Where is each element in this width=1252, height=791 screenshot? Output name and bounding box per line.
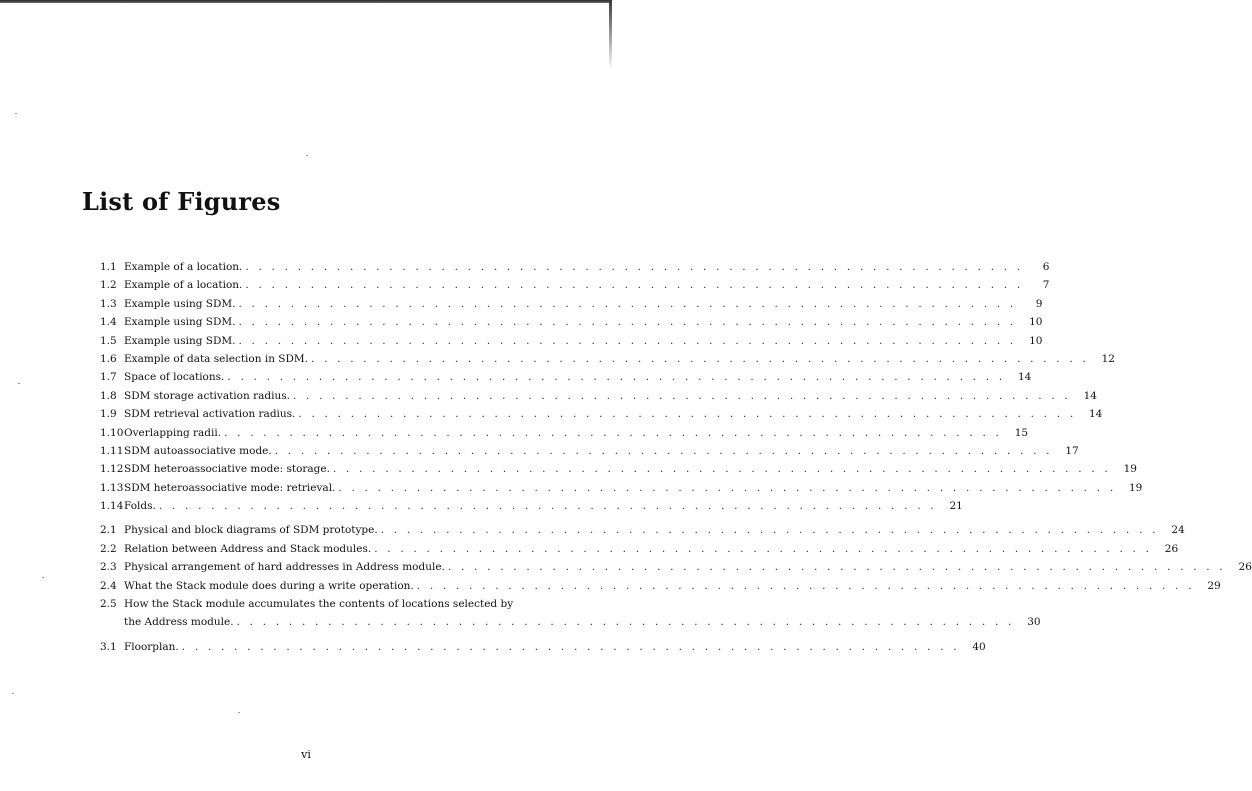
figure-number: 1.7 — [100, 371, 117, 384]
leader-dots: . . . . . . . . . . . . . . . . . . . . . . . . . . . . . . . . . . . . . . . . . . . . . . . . . . . . . . . . . . . . — [245, 279, 1024, 292]
figure-page: 12 — [1101, 352, 1115, 365]
figure-number: 2.4 — [100, 579, 117, 592]
figure-page: 10 — [1029, 334, 1043, 347]
figure-caption: Overlapping radii. — [124, 426, 222, 439]
figure-caption: SDM retrieval activation radius. — [124, 408, 296, 421]
figure-page: 21 — [949, 500, 963, 513]
figure-caption: How the Stack module accumulates the contents of locations selected by — [124, 598, 514, 611]
figure-page: 7 — [1042, 279, 1050, 292]
figure-caption: Space of locations. — [124, 371, 225, 384]
figure-caption: Physical and block diagrams of SDM prototype. — [124, 524, 378, 537]
figure-caption: Example using SDM. — [124, 297, 236, 310]
leader-dots: . . . . . . . . . . . . . . . . . . . . . . . . . . . . . . . . . . . . . . . . . . . . . . . . . . . . . . . . . . . . — [332, 463, 1111, 476]
figure-number: 3.1 — [100, 640, 117, 653]
figure-caption: What the Stack module does during a write operation. — [124, 579, 414, 592]
figure-entry — [100, 368, 1032, 386]
leader-dots: . . . . . . . . . . . . . . . . . . . . . . . . . . . . . . . . . . . . . . . . . . . . . . . . . . . . . . . . . . . . — [274, 444, 1053, 457]
leader-dots: . . . . . . . . . . . . . . . . . . . . . . . . . . . . . . . . . . . . . . . . . . . . . . . . . . . . . . . . . . . . — [416, 579, 1195, 592]
figure-caption: Floorplan. — [124, 640, 179, 653]
scan-speck — [306, 155, 308, 156]
leader-dots: . . . . . . . . . . . . . . . . . . . . . . . . . . . . . . . . . . . . . . . . . . . . . . . . . . . . . . . . . . . . — [227, 371, 1006, 384]
figure-page: 17 — [1065, 444, 1079, 457]
figure-caption: Relation between Address and Stack modules. — [124, 542, 372, 555]
figure-entry — [100, 332, 1043, 350]
figure-entry — [100, 497, 963, 515]
figure-entry — [100, 558, 1252, 576]
figure-caption: the Address module. — [124, 616, 234, 629]
figure-caption: SDM heteroassociative mode: retrieval. — [124, 481, 336, 494]
figure-number: 2.5 — [100, 598, 117, 611]
leader-dots: . . . . . . . . . . . . . . . . . . . . . . . . . . . . . . . . . . . . . . . . . . . . . . . . . . . . . . . . . . . . — [224, 426, 1003, 439]
figure-caption: Physical arrangement of hard addresses in Address module. — [124, 561, 445, 574]
figure-number: 1.13 — [100, 481, 124, 494]
figure-entry — [100, 595, 1041, 632]
figure-page: 30 — [1027, 616, 1041, 629]
leader-dots: . . . . . . . . . . . . . . . . . . . . . . . . . . . . . . . . . . . . . . . . . . . . . . . . . . . . . . . . . . . . — [338, 481, 1117, 494]
figure-entry — [100, 387, 1097, 405]
figure-page: 15 — [1014, 426, 1029, 439]
figure-caption: Example of a location. — [124, 279, 243, 292]
figure-number: 1.14 — [100, 500, 124, 513]
leader-dots: . . . . . . . . . . . . . . . . . . . . . . . . . . . . . . . . . . . . . . . . . . . . . . . . . . . . . . . . . . . . — [380, 524, 1159, 537]
page-title: List of Figures — [82, 187, 281, 216]
figure-entry — [100, 460, 1137, 478]
figure-number: 1.5 — [100, 334, 117, 347]
figure-page: 40 — [972, 640, 986, 653]
figure-entry — [100, 540, 1179, 558]
figure-number: 1.6 — [100, 352, 117, 365]
figure-number: 1.9 — [100, 408, 117, 421]
figure-page: 19 — [1129, 481, 1143, 494]
leader-dots: . . . . . . . . . . . . . . . . . . . . . . . . . . . . . . . . . . . . . . . . . . . . . . . . . . . . . . . . . . . . — [447, 561, 1226, 574]
figure-caption: SDM heteroassociative mode: storage. — [124, 463, 330, 476]
figure-entry — [100, 442, 1079, 460]
figure-caption: Example of data selection in SDM. — [124, 352, 308, 365]
figure-caption: Example of a location. — [124, 261, 243, 273]
figure-page: 6 — [1042, 261, 1050, 273]
leader-dots: . . . . . . . . . . . . . . . . . . . . . . . . . . . . . . . . . . . . . . . . . . . . . . . . . . . . . . . . . . . . — [298, 408, 1077, 421]
figure-entry — [100, 258, 1050, 276]
figure-entry — [100, 424, 1029, 442]
figure-number: 1.11 — [100, 444, 124, 457]
figure-number: 1.8 — [100, 389, 117, 402]
figure-entry — [100, 577, 1221, 595]
scan-edge-top — [0, 0, 612, 3]
scan-edge-right — [609, 0, 612, 70]
figure-caption: SDM autoassociative mode. — [124, 444, 272, 457]
leader-dots: . . . . . . . . . . . . . . . . . . . . . . . . . . . . . . . . . . . . . . . . . . . . . . . . . . . . . . . . . . . . — [311, 352, 1089, 365]
scan-speck — [238, 712, 240, 713]
leader-dots: . . . . . . . . . . . . . . . . . . . . . . . . . . . . . . . . . . . . . . . . . . . . . . . . . . . . . . . . . . . . — [238, 334, 1017, 347]
figure-page: 14 — [1089, 408, 1103, 421]
figure-list — [100, 258, 1252, 656]
figure-page: 29 — [1207, 579, 1221, 592]
figure-page: 9 — [1035, 297, 1043, 310]
page-number: vi — [301, 748, 311, 761]
figure-page: 19 — [1123, 463, 1137, 476]
leader-dots: . . . . . . . . . . . . . . . . . . . . . . . . . . . . . . . . . . . . . . . . . . . . . . . . . . . . . . . . . . . . — [374, 542, 1153, 555]
figure-number: 1.1 — [100, 261, 117, 273]
figure-caption: SDM storage activation radius. — [124, 389, 290, 402]
figure-page: 24 — [1171, 524, 1185, 537]
leader-dots: . . . . . . . . . . . . . . . . . . . . . . . . . . . . . . . . . . . . . . . . . . . . . . . . . . . . . . . . . . . . — [236, 616, 1015, 629]
figure-number: 2.3 — [100, 561, 117, 574]
leader-dots: . . . . . . . . . . . . . . . . . . . . . . . . . . . . . . . . . . . . . . . . . . . . . . . . . . . . . . . . . . . . — [158, 500, 937, 513]
figure-entry — [100, 638, 986, 656]
figure-number: 2.2 — [100, 542, 117, 555]
figure-entry — [100, 313, 1043, 331]
figure-caption: Example using SDM. — [124, 316, 236, 329]
scan-speck — [42, 577, 44, 578]
figure-entry — [100, 521, 1185, 539]
figure-number: 1.3 — [100, 297, 117, 310]
figure-page: 14 — [1083, 389, 1097, 402]
leader-dots: . . . . . . . . . . . . . . . . . . . . . . . . . . . . . . . . . . . . . . . . . . . . . . . . . . . . . . . . . . . . — [238, 316, 1017, 329]
figure-caption: Example using SDM. — [124, 334, 236, 347]
figure-page: 26 — [1164, 542, 1179, 555]
figure-page: 26 — [1238, 561, 1252, 574]
figure-entry — [100, 350, 1115, 368]
figure-page: 10 — [1029, 316, 1043, 329]
figure-number: 1.12 — [100, 463, 124, 476]
figure-number: 2.1 — [100, 524, 117, 537]
figure-entry — [100, 295, 1043, 313]
leader-dots: . . . . . . . . . . . . . . . . . . . . . . . . . . . . . . . . . . . . . . . . . . . . . . . . . . . . . . . . . . . . — [181, 640, 960, 653]
scan-speck — [15, 113, 17, 114]
figure-number: 1.2 — [100, 279, 117, 292]
scan-speck — [12, 693, 14, 694]
scan-speck — [18, 383, 20, 384]
figure-number: 1.4 — [100, 316, 117, 329]
figure-entry — [100, 479, 1143, 497]
figure-entry — [100, 276, 1050, 294]
figure-number: 1.10 — [100, 426, 124, 439]
leader-dots: . . . . . . . . . . . . . . . . . . . . . . . . . . . . . . . . . . . . . . . . . . . . . . . . . . . . . . . . . . . . — [238, 297, 1017, 310]
figure-entry — [100, 405, 1103, 423]
leader-dots: . . . . . . . . . . . . . . . . . . . . . . . . . . . . . . . . . . . . . . . . . . . . . . . . . . . . . . . . . . . . — [292, 389, 1071, 402]
figure-caption: Folds. — [124, 500, 156, 513]
leader-dots: . . . . . . . . . . . . . . . . . . . . . . . . . . . . . . . . . . . . . . . . . . . . . . . . . . . . . . . . . . . . — [245, 261, 1024, 273]
figure-page: 14 — [1017, 371, 1032, 384]
